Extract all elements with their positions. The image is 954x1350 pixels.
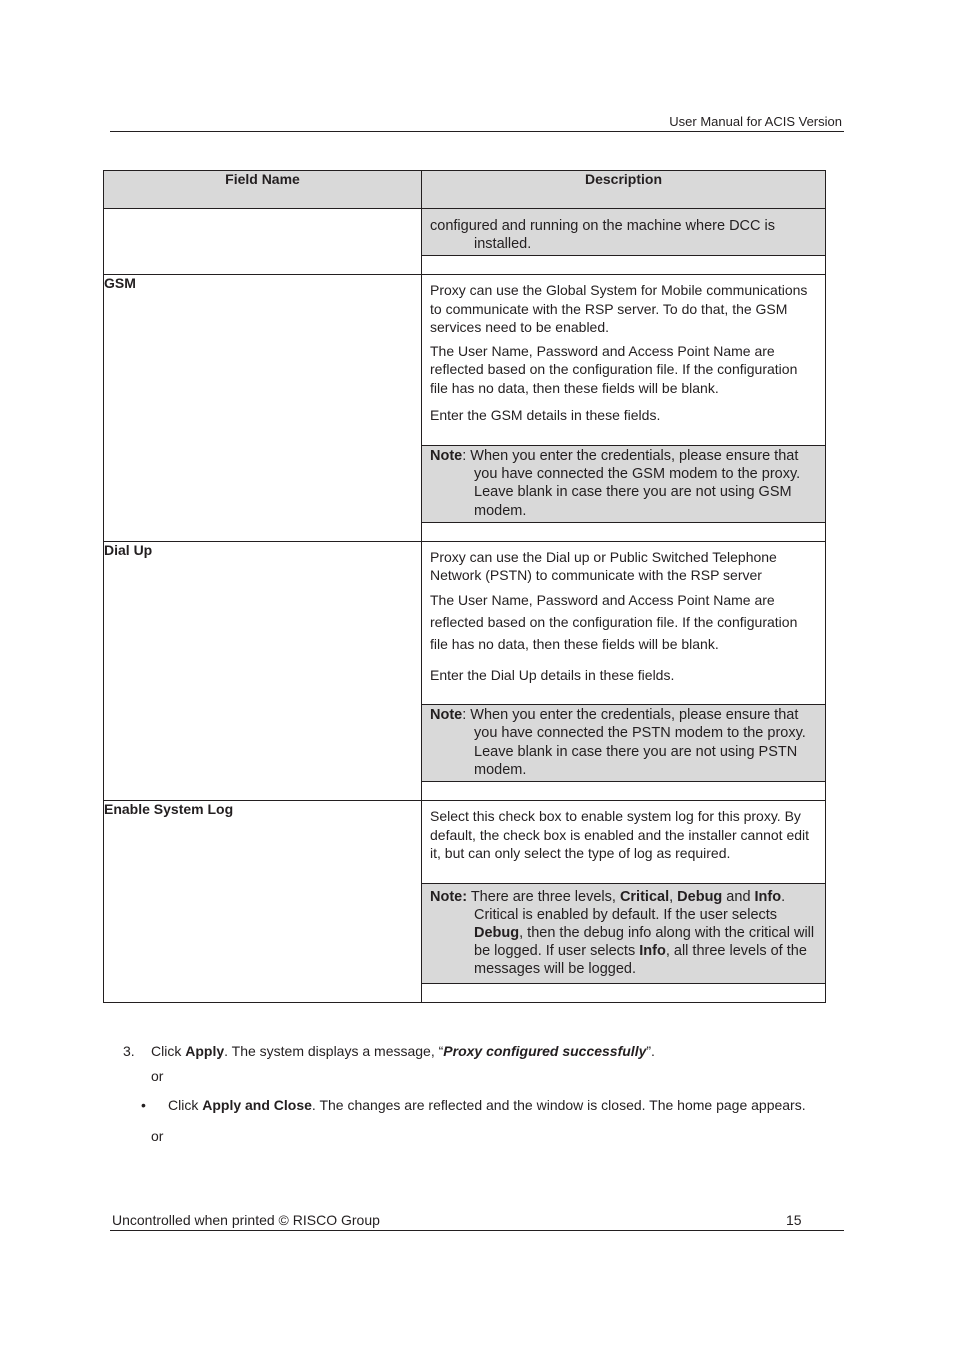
paragraph: Proxy can use the Global System for Mobile communications to communicate with the RSP server. To do that, the GSM services need to be enabled. <box>430 282 808 336</box>
cell-spacer <box>422 256 825 274</box>
header-field-name: Field Name <box>104 171 422 209</box>
description-cell <box>422 541 826 800</box>
table-header-row <box>104 171 826 209</box>
note-level-debug: Debug <box>474 924 520 941</box>
note-system-log <box>422 883 825 984</box>
paragraph: Enter the Dial Up details in these fields. <box>430 666 675 683</box>
field-name-dial-up: Dial Up <box>104 541 422 800</box>
cell-spacer <box>422 984 825 1002</box>
note-level-info: Info <box>754 888 782 905</box>
step-3 <box>123 1043 655 1059</box>
paragraph: The User Name, Password and Access Point Name are reflected based on the configuration file. If the configuration file has no data, then these fields will be blank. <box>430 342 798 396</box>
note-text: , all three levels of the messages will be logged. <box>474 943 807 978</box>
page-number: 15 <box>786 1212 802 1228</box>
success-message: Proxy configured successfully <box>443 1043 647 1059</box>
step-number: 3. <box>123 1043 135 1059</box>
note-label: Note <box>430 707 463 724</box>
description-cell <box>422 209 826 275</box>
bullet-text: Click <box>168 1097 203 1113</box>
field-name-gsm: GSM <box>104 275 422 541</box>
paragraph: Select this check box to enable system log for this proxy. By default, the check box is enabled and the installer cannot edit it, but can only select the type of log as required. <box>430 808 810 862</box>
description-cell <box>422 801 826 1003</box>
step-text: Click <box>151 1043 186 1059</box>
note-text: . Critical is enabled by default. If the user selects <box>474 888 786 923</box>
header-rule <box>110 131 844 132</box>
fields-table <box>103 170 826 1003</box>
or-label: or <box>151 1068 164 1084</box>
note-label: Note <box>430 447 463 464</box>
paragraph: Enter the GSM details in these fields. <box>430 407 661 424</box>
or-label: or <box>151 1128 164 1144</box>
description-cell <box>422 275 826 541</box>
table-row-dial-up <box>104 541 826 800</box>
cell-spacer <box>422 523 825 541</box>
note-text: There are three levels, <box>467 888 620 905</box>
step-text: ”. <box>646 1043 655 1059</box>
description-dial-up <box>422 542 825 695</box>
table-row-continuation <box>104 209 826 275</box>
bullet-item <box>141 1097 806 1113</box>
note-gsm <box>422 445 825 523</box>
note-text: : When you enter the credentials, please ensure that you have connected the GSM modem to the proxy. Leave blank in case there you are not using GSM modem. <box>462 447 801 519</box>
cell-spacer <box>422 782 825 800</box>
footer-rule <box>110 1230 844 1231</box>
description-gsm <box>422 275 825 435</box>
note-continuation: configured and running on the machine where DCC is installed. <box>422 209 825 256</box>
table-row-enable-system-log <box>104 801 826 1003</box>
note-level-critical: Critical <box>619 888 670 905</box>
table-row-gsm <box>104 275 826 541</box>
bullet-icon: • <box>141 1097 146 1113</box>
footer-text: Uncontrolled when printed © RISCO Group <box>112 1212 380 1228</box>
note-level-debug: Debug <box>677 888 723 905</box>
note-text: , <box>669 888 678 905</box>
paragraph: Proxy can use the Dial up or Public Switched Telephone Network (PSTN) to communicate with the RSP server <box>430 548 777 584</box>
note-dial-up <box>422 704 825 782</box>
field-name-cell-empty <box>104 209 422 275</box>
apply-and-close-label: Apply and Close <box>202 1097 312 1113</box>
apply-label: Apply <box>185 1043 225 1059</box>
step-text: . The system displays a message, “ <box>224 1043 444 1059</box>
note-level-info: Info <box>639 943 666 960</box>
paragraph: The User Name, Password and Access Point Name are reflected based on the configuration file. If the configuration file has no data, then these fields will be blank. <box>430 591 798 652</box>
running-header: User Manual for ACIS Version <box>669 114 842 129</box>
field-name-enable-system-log: Enable System Log <box>104 801 422 1003</box>
header-description: Description <box>422 171 826 209</box>
note-text: , then the debug info along with the critical will be logged. If user selects <box>474 924 815 960</box>
note-text: and <box>722 888 755 905</box>
bullet-text: . The changes are reflected and the window is closed. The home page appears. <box>311 1097 806 1113</box>
note-text: : When you enter the credentials, please ensure that you have connected the PSTN modem to the proxy. Leave blank in case there you are not using PSTN modem. <box>462 707 806 778</box>
note-label: Note: <box>430 888 468 905</box>
description-enable-system-log <box>422 801 825 873</box>
